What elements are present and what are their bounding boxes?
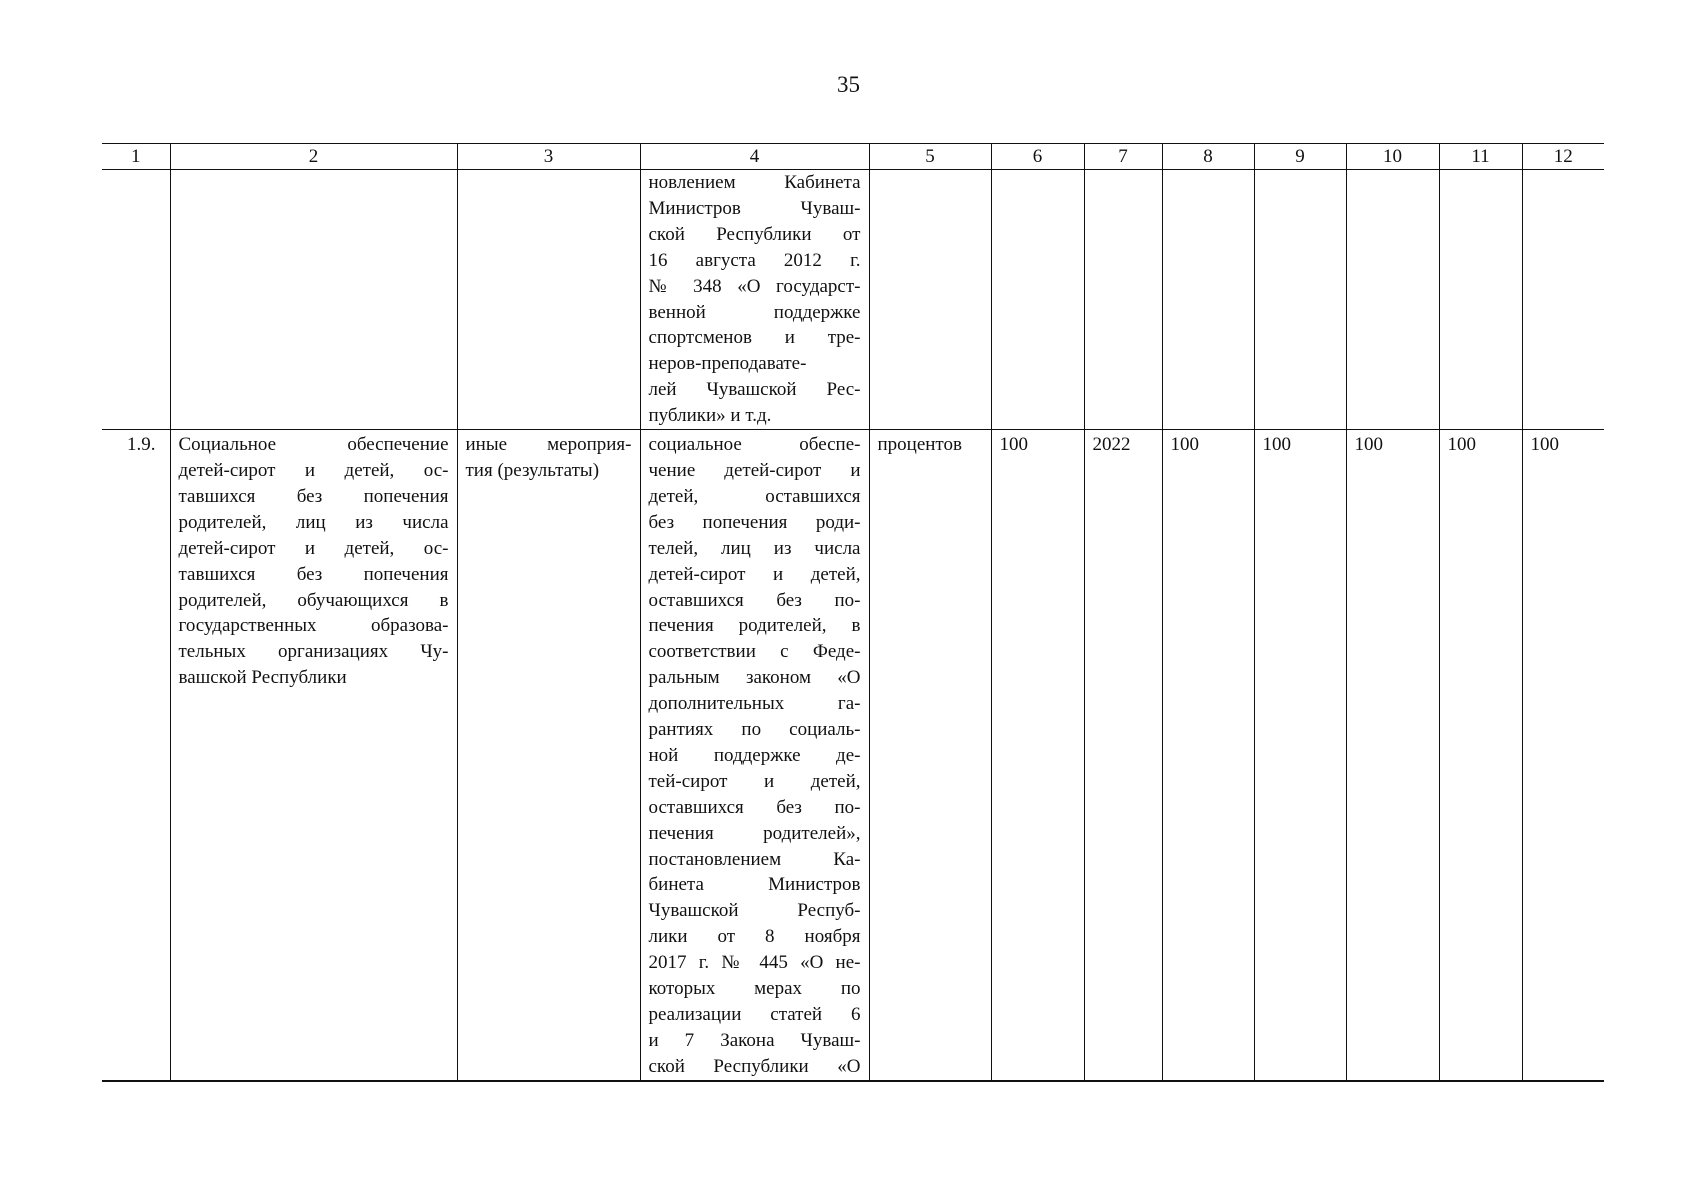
table-cell [869,170,991,430]
text-line: постановлением Ка- [648,848,861,870]
value-cell: 100 [1162,430,1254,1081]
text-line: рантиях по социаль- [648,719,861,741]
column-header: 3 [457,144,640,170]
value-cell: 100 [1439,430,1522,1081]
table-cell [1439,170,1522,430]
text-line: ральным законом «О [648,667,861,689]
text-line: лики от 8 ноября [648,926,861,948]
text-line: печения родителей», [648,822,861,844]
text-line: неров-преподавате- [648,353,807,375]
column-header: 11 [1439,144,1522,170]
column-header: 6 [991,144,1084,170]
measure-name-cell [170,430,457,1081]
text-line: телей, лиц из числа [648,537,861,559]
text-line: публики» и т.д. [648,405,772,427]
column-header: 8 [1162,144,1254,170]
text-line: детей-сирот и детей, ос- [178,459,449,481]
column-header: 4 [640,144,869,170]
text-line: венной поддержке [648,301,861,323]
text-line: тавшихся без попечения [178,563,449,585]
text-line: спортсменов и тре- [648,327,861,349]
text-line: Министров Чуваш- [648,197,861,219]
text-line: и 7 Закона Чуваш- [648,1029,861,1051]
row-number: 1.9. [102,430,170,1081]
text-line: социальное обеспе- [648,434,861,456]
year-cell: 2022 [1084,430,1162,1081]
column-header: 5 [869,144,991,170]
text-line: детей-сирот и детей, ос- [178,537,449,559]
page-number: 35 [837,72,860,97]
text-line: лей Чувашской Рес- [648,379,861,401]
value-cell: 100 [1254,430,1346,1081]
text-line: Социальное обеспечение [178,434,449,456]
table-cell [170,170,457,430]
continued-basis-cell [640,170,869,430]
text-line: дополнительных га- [648,693,861,715]
column-header: 12 [1522,144,1604,170]
text-line: новлением Кабинета [648,172,861,193]
value-cell: 100 [991,430,1084,1081]
text-line: оставшихся без по- [648,589,861,611]
indicators-table [102,143,1604,1082]
unit-cell: процентов [869,430,991,1081]
column-header: 10 [1346,144,1439,170]
value-cell: 100 [1346,430,1439,1081]
text-line: которых мерах по [648,978,861,1000]
text-line: ской Республики от [648,223,861,245]
table-cell [991,170,1084,430]
text-line: реализации статей 6 [648,1004,861,1025]
text-line: 16 августа 2012 г. [648,249,861,271]
text-line: без попечения роди- [648,511,861,533]
table-cell [457,170,640,430]
text-line: тельных организациях Чу- [178,641,449,663]
text-line: тия (результаты) [465,459,600,481]
text-line: государственных образова- [178,615,449,637]
text-line: бинета Министров [648,874,861,896]
text-line: тавшихся без попечения [178,485,449,507]
text-line: родителей, лиц из числа [178,511,449,533]
text-line: детей, оставшихся [648,485,861,507]
table-cell [1254,170,1346,430]
table-cell [1162,170,1254,430]
column-number-row [102,144,1604,170]
text-line: оставшихся без по- [648,796,861,818]
value-cell: 100 [1522,430,1604,1081]
table-cell [1084,170,1162,430]
text-line: чение детей-сирот и [648,459,861,481]
text-line: родителей, обучающихся в [178,589,449,611]
text-line: соответствии с Феде- [648,641,861,663]
legal-basis-cell [640,430,869,1081]
text-line: иные мероприя- [465,434,632,456]
text-line: тей-сирот и детей, [648,770,861,792]
table-cell [1346,170,1439,430]
column-header: 1 [102,144,170,170]
text-line: ной поддержке де- [648,744,861,766]
text-line: печения родителей, в [648,615,861,637]
column-header: 2 [170,144,457,170]
table-row [102,430,1604,1081]
text-line: ской Республики «О [648,1055,861,1077]
indicator-type-cell [457,430,640,1081]
column-header: 7 [1084,144,1162,170]
table-cell [102,170,170,430]
column-header: 9 [1254,144,1346,170]
text-line: детей-сирот и детей, [648,563,861,585]
text-line: 2017 г. № 445 «О не- [648,952,861,974]
text-line: Чувашской Респуб- [648,900,861,922]
continuation-row [102,170,1604,430]
text-line: вашской Республики [178,667,347,689]
table-cell [1522,170,1604,430]
text-line: № 348 «О государст- [648,275,861,297]
